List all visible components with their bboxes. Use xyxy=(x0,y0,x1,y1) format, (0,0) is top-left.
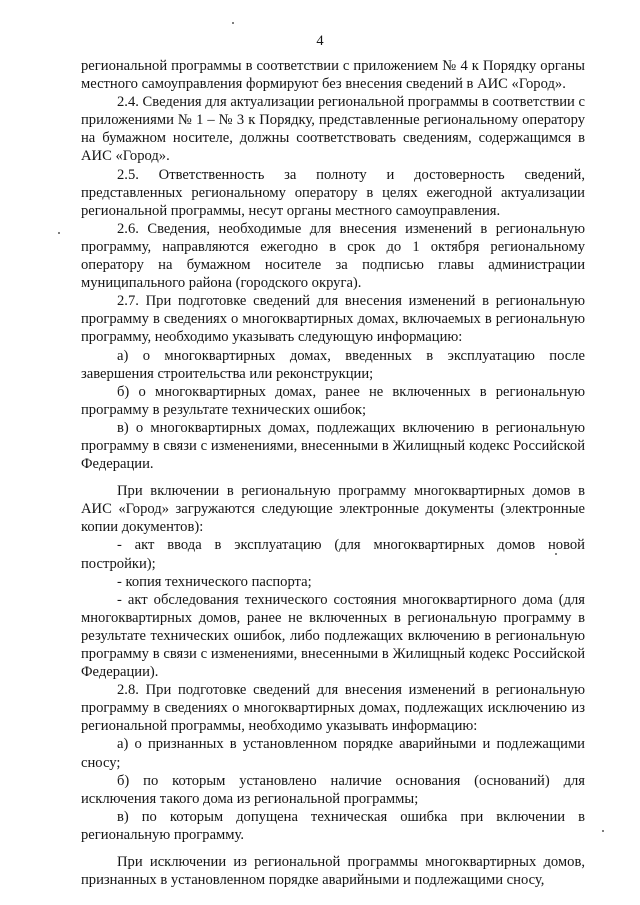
document-item-inspection: - акт обследования технического состояния многоквартирного дома (для многоквартирных домов, ранее не включенных в региональную программу в результате технических ошибок, либо подлежащих включению в региональную программу в связи с изменениями, внесенными в Жилищный кодекс Российской Федерации). xyxy=(81,591,585,681)
paragraph-inclusion-documents: При включении в региональную программу многоквартирных домов в АИС «Город» загружаются следующие электронные документы (электронные копии документов): xyxy=(81,483,585,536)
scan-speck xyxy=(555,553,557,555)
document-item-act: - акт ввода в эксплуатацию (для многоквартирных домов новой постройки); xyxy=(81,537,585,572)
exclusion-item-a: а) о признанных в установленном порядке аварийными и подлежащими сносу; xyxy=(81,736,585,771)
exclusion-item-b: б) по которым установлено наличие основания (оснований) для исключения такого дома из региональной программы; xyxy=(81,772,585,807)
paragraph-2-5: 2.5. Ответственность за полноту и достоверность сведений, представленных региональному оператору в целях ежегодной актуализации региональной программы, несут органы местного самоуправления. xyxy=(81,166,585,219)
document-item-passport: - копия технического паспорта; xyxy=(117,573,312,590)
list-item-v: в) о многоквартирных домах, подлежащих включению в региональную программу в связи с изменениями, внесенными в Жилищный кодекс Российской Федерации. xyxy=(81,419,585,473)
paragraph-2-7: 2.7. При подготовке сведений для внесения изменений в региональную программу в сведениях о многоквартирных домах, включаемых в региональную программу, необходимо указывать следующую информацию: xyxy=(81,293,585,346)
scan-speck xyxy=(232,22,234,24)
paragraph-continuation: региональной программы в соответствии с приложением № 4 к Порядку органы местного самоуправления формируют без внесения сведений в АИС «Город». xyxy=(81,58,585,93)
exclusion-item-v: в) по которым допущена техническая ошибка при включении в региональную программу. xyxy=(81,808,585,843)
paragraph-2-4: 2.4. Сведения для актуализации региональной программы в соответствии с приложениями № 1 – № 3 к Порядку, представленные региональному оператору на бумажном носителе, должны соответствовать сведениям, содержащимся в АИС «Город». xyxy=(81,94,585,165)
document-body xyxy=(81,57,585,889)
scan-speck xyxy=(58,232,60,234)
paragraph-exclusion: При исключении из региональной программы многоквартирных домов, признанных в установленном порядке аварийными и подлежащими сносу, xyxy=(81,854,585,889)
paragraph-2-8: 2.8. При подготовке сведений для внесения изменений в региональную программу в сведениях о многоквартирных домах, подлежащих исключению из региональной программы, необходимо указывать информацию: xyxy=(81,682,585,735)
paragraph-2-6: 2.6. Сведения, необходимые для внесения изменений в региональную программу, направляются ежегодно в срок до 1 октября региональному оператору на бумажном носителе за подписью главы администрации муниципального района (городского округа). xyxy=(81,220,585,292)
page-number: 4 xyxy=(316,33,324,49)
scan-speck xyxy=(602,830,604,832)
list-item-b: б) о многоквартирных домах, ранее не включенных в региональную программу в результате технических ошибок; xyxy=(81,383,585,418)
list-item-a: а) о многоквартирных домах, введенных в эксплуатацию после завершения строительства или реконструкции; xyxy=(81,347,585,382)
